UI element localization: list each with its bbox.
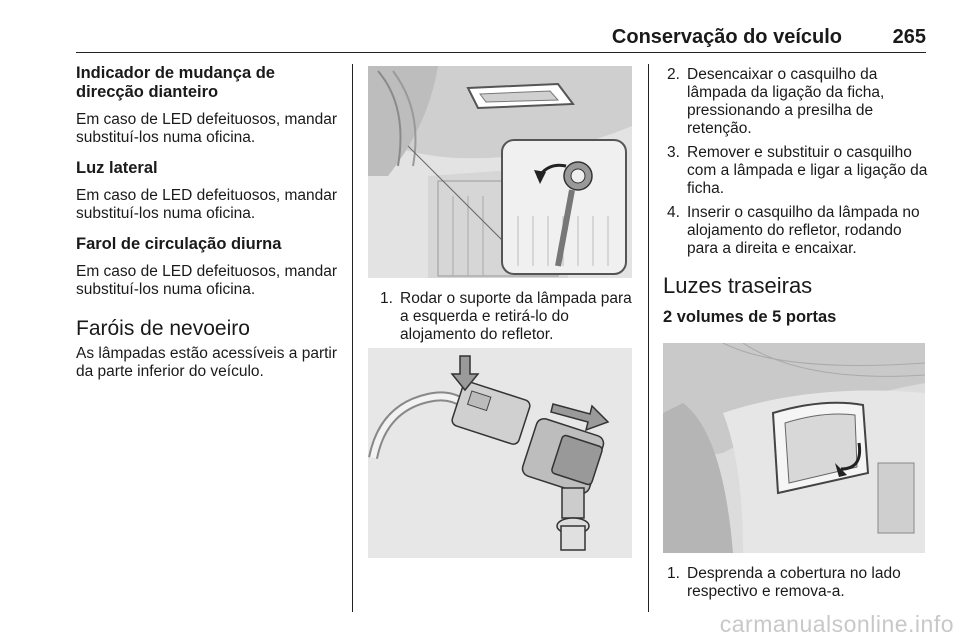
paragraph-front-turn-signal: Em caso de LED defeituosos, mandar substituí-los numa oficina.: [76, 111, 338, 146]
step-number: 3.: [667, 144, 680, 161]
column-middle-steps: [376, 290, 632, 344]
rear-trim-cover-illustration: [663, 343, 925, 553]
figure-fog-light-housing: [368, 66, 632, 278]
page-header: [76, 26, 926, 53]
step-text: Remover e substituir o casquilho com a lâmpada e ligar a ligação da ficha.: [687, 144, 928, 197]
watermark-text: carmanualsonline.info: [719, 611, 954, 637]
column-divider-left: [352, 64, 353, 612]
heading-rear-lights: Luzes traseiras: [663, 273, 813, 298]
heading-front-turn-signal: Indicador de mudança de direcção dianteiro: [76, 64, 275, 101]
column-divider-right: [648, 64, 649, 612]
step-number: 1.: [380, 290, 393, 307]
paragraph-daytime-running-light: Em caso de LED defeituosos, mandar substituí-los numa oficina.: [76, 263, 338, 298]
heading-daytime-running-light: Farol de circulação diurna: [76, 235, 282, 253]
steps-list-right-bottom: [663, 565, 928, 601]
list-item: [663, 565, 928, 601]
subheading-hatchback: 2 volumes de 5 portas: [663, 308, 837, 326]
figure-rear-trim-cover: [663, 343, 925, 553]
bulb-holder-illustration: [368, 348, 632, 558]
fog-light-housing-illustration: [368, 66, 632, 278]
list-item: [376, 290, 632, 344]
section-title: Conservação do veículo: [611, 26, 842, 48]
list-item: [663, 66, 928, 138]
step-text: Inserir o casquilho da lâmpada no alojamento do refletor, rodando para a direita e encaixar.: [687, 204, 920, 257]
step-text: Rodar o suporte da lâmpada para a esquerda e retirá-lo do alojamento do refletor.: [400, 290, 632, 343]
heading-side-light: Luz lateral: [76, 159, 158, 177]
list-item: [663, 204, 928, 258]
steps-list-middle: [376, 290, 632, 344]
step-text: Desencaixar o casquilho da lâmpada da ligação da ficha, pressionando a presilha de retenção.: [687, 66, 885, 137]
column-right: [663, 66, 928, 327]
figure-bulb-holder: [368, 348, 632, 558]
page-number: 265: [892, 26, 926, 48]
heading-fog-lights: Faróis de nevoeiro: [76, 317, 250, 340]
column-right-bottom-steps: [663, 565, 928, 601]
paragraph-fog-lights: As lâmpadas estão acessíveis a partir da parte inferior do veículo.: [76, 345, 338, 380]
step-text: Desprenda a cobertura no lado respectivo e remova-a.: [687, 565, 901, 600]
step-number: 1.: [667, 565, 680, 582]
paragraph-side-light: Em caso de LED defeituosos, mandar substituí-los numa oficina.: [76, 187, 338, 222]
list-item: [663, 144, 928, 198]
column-left: [76, 64, 338, 381]
steps-list-right: [663, 66, 928, 258]
step-number: 2.: [667, 66, 680, 83]
step-number: 4.: [667, 204, 680, 221]
